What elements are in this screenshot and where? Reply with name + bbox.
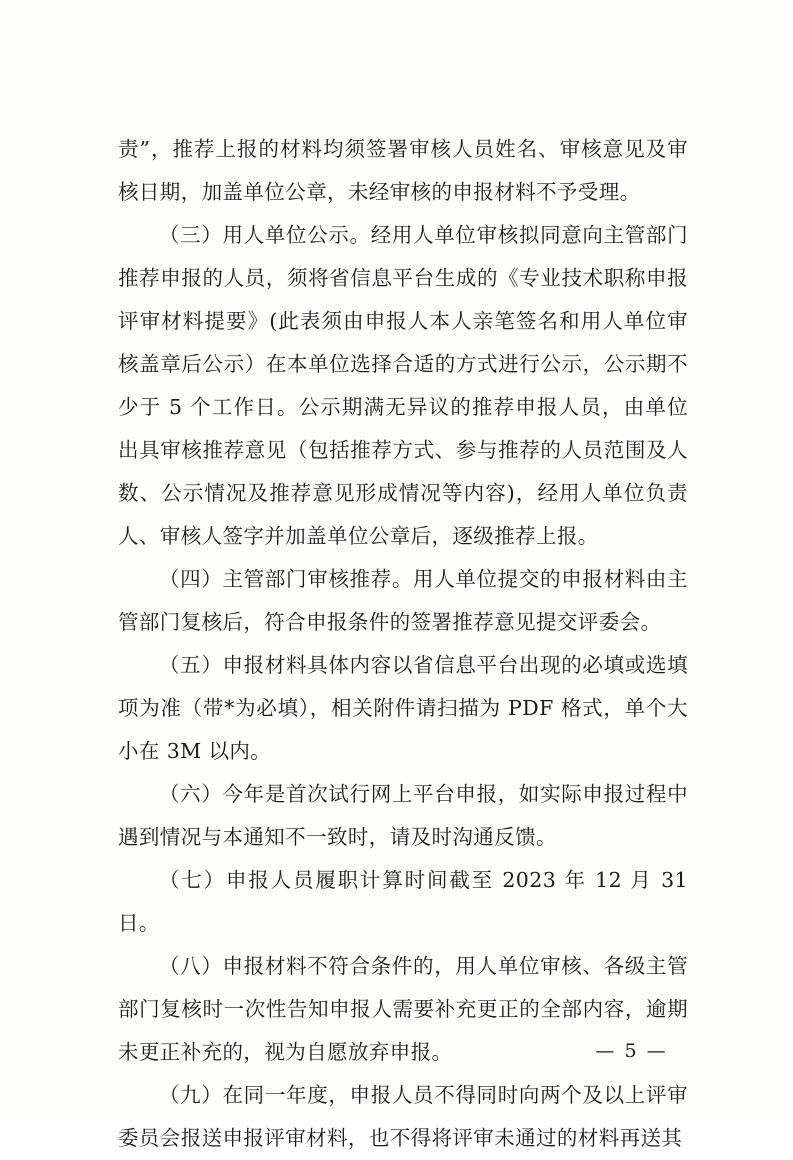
paragraph-item-8: （八）申报材料不符合条件的，用人单位审核、各级主管部门复核时一次性告知申报人需要补充更正的全部内容，逾期未更正补充的，视为自愿放弃申报。 xyxy=(118,954,688,1064)
document-body xyxy=(118,128,688,1160)
paragraph-item-4: （四）主管部门审核推荐。用人单位提交的申报材料由主管部门复核后，符合申报条件的签署推荐意见提交评委会。 xyxy=(118,567,688,634)
paragraph-item-5: （五）申报材料具体内容以省信息平台出现的必填或选填项为准（带*为必填），相关附件请扫描为 PDF 格式，单个大小在 3M 以内。 xyxy=(118,653,688,763)
paragraph-item-7: （七）申报人员履职计算时间截至 2023 年 12 月 31 日。 xyxy=(118,868,688,935)
paragraph-item-3: （三）用人单位公示。经用人单位审核拟同意向主管部门推荐申报的人员，须将省信息平台生成的《专业技术职称申报评审材料提要》(此表须由申报人本人亲笔签名和用人单位审核盖章后公示）在本单位选择合适的方式进行公示，公示期不少于 5 个工作日。公示期满无异议的推荐申报人员，由单位出具审核推荐意见（包括推荐方式、参与推荐的人员范围及人数、公示情况及推荐意见形成情况等内容)，经用人单位负责人、审核人签字并加盖单位公章后，逐级推荐上报。 xyxy=(118,223,688,548)
page-number: — 5 — xyxy=(595,1040,668,1062)
paragraph-item-9: （九）在同一年度，申报人员不得同时向两个及以上评审委员会报送申报评审材料，也不得将评审未通过的材料再送其 xyxy=(118,1083,688,1150)
paragraph-item-6: （六）今年是首次试行网上平台申报，如实际申报过程中遇到情况与本通知不一致时，请及时沟通反馈。 xyxy=(118,782,688,849)
paragraph-continuation: 责”，推荐上报的材料均须签署审核人员姓名、审核意见及审核日期，加盖单位公章，未经审核的申报材料不予受理。 xyxy=(118,137,688,204)
page-footer xyxy=(0,1040,793,1062)
